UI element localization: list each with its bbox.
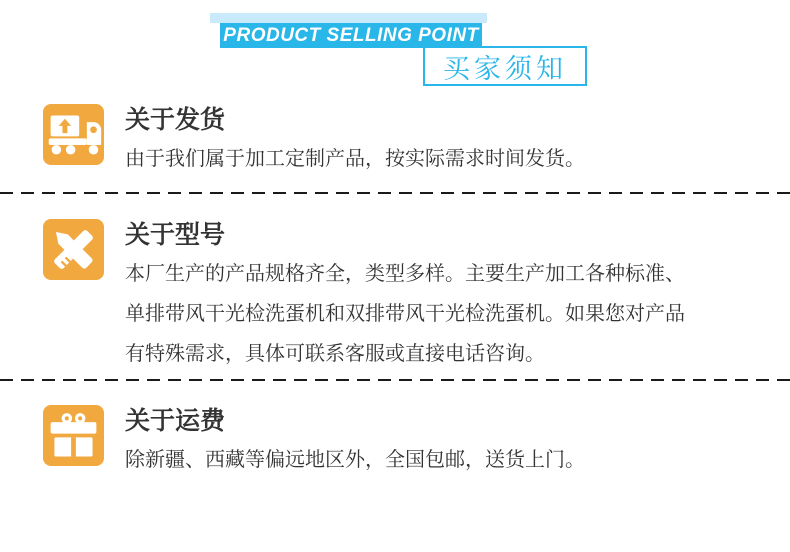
banner-accent-strip	[210, 13, 487, 23]
section-line: 有特殊需求，具体可联系客服或直接电话咨询。	[125, 341, 545, 365]
gift-icon-box	[43, 405, 104, 466]
dashed-divider	[0, 379, 790, 381]
section-line: 单排带风干光检洗蛋机和双排带风干光检洗蛋机。如果您对产品	[125, 301, 685, 325]
section-title: 关于运费	[125, 406, 226, 435]
section-line: 除新疆、西藏等偏远地区外，全国包邮，送货上门。	[125, 447, 585, 471]
buyer-notice-label: 买家须知	[443, 53, 567, 85]
section-line: 由于我们属于加工定制产品，按实际需求时间发货。	[125, 146, 585, 170]
pencil-ruler-icon	[43, 219, 104, 280]
section-shipping	[43, 104, 773, 178]
pencil-ruler-icon-box	[43, 219, 104, 280]
gift-icon	[43, 405, 104, 466]
dashed-divider	[0, 192, 790, 194]
section-freight	[43, 405, 773, 479]
section-line: 本厂生产的产品规格齐全，类型多样。主要生产加工各种标准、	[125, 261, 685, 285]
truck-icon-box	[43, 104, 104, 165]
buyer-notice-box	[423, 46, 587, 86]
truck-icon	[43, 104, 104, 165]
product-selling-point-banner	[220, 23, 482, 48]
section-title: 关于发货	[125, 105, 226, 134]
banner-title: PRODUCT SELLING POINT	[223, 24, 479, 46]
section-title: 关于型号	[125, 220, 226, 249]
section-model	[43, 219, 773, 373]
